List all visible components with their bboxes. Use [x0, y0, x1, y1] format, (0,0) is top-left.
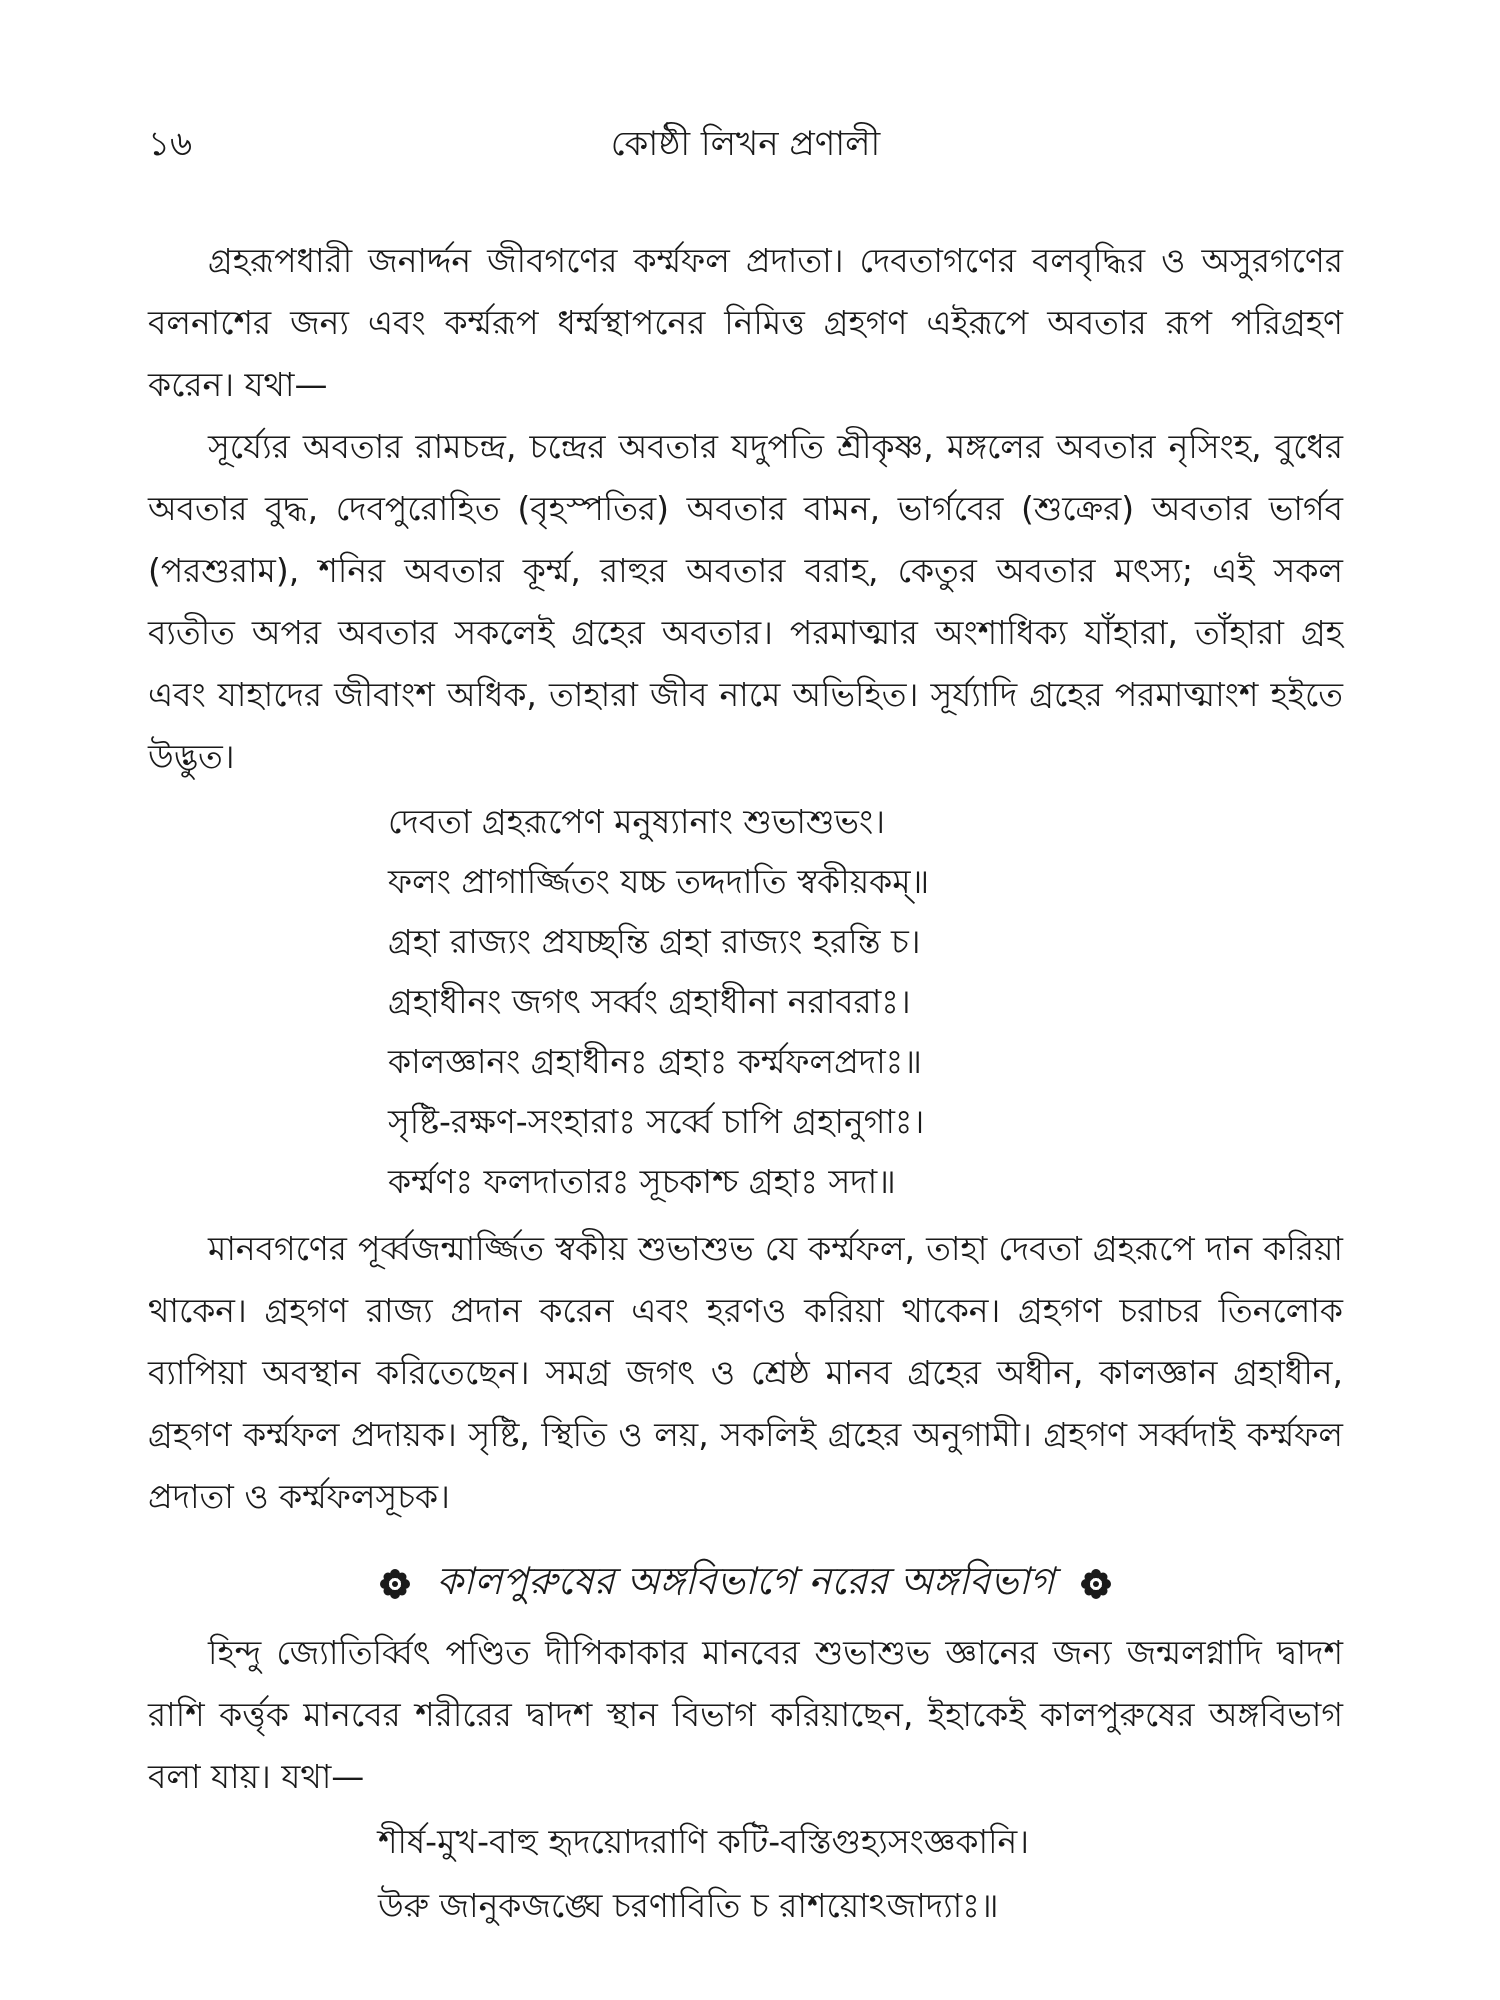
paragraph-2: সূর্য্যের অবতার রামচন্দ্র, চন্দ্রের অবতার যদুপতি শ্রীকৃষ্ণ, মঙ্গলের অবতার নৃসিংহ, বুধের অবতার বুদ্ধ, দেবপুরোহিত (বৃহস্পতির) অবতার বামন, ভার্গবের (শুক্রের) অবতার ভার্গব (পরশুরাম), শনির অবতার কূর্ম্ম, রাহুর অবতার বরাহ, কেতুর অবতার মৎস্য; এই সকল ব্যতীত অপর অবতার সকলেই গ্রহের অবতার। পরমাত্মার অংশাধিক্য যাঁহারা, তাঁহারা গ্রহ এবং যাহাদের জীবাংশ অধিক, তাহারা জীব নামে অভিহিত। সূর্য্যাদি গ্রহের পরমাত্মাংশ হইতে উদ্ভুত।	[148, 427, 1343, 776]
verse-line: গ্রহাধীনং জগৎ সর্ব্বং গ্রহাধীনা নরাবরাঃ।	[388, 982, 911, 1021]
sanskrit-verse-2	[148, 1810, 1343, 1938]
page-number: ১৬	[148, 124, 193, 164]
page-header	[148, 118, 1343, 178]
verse-line: কর্ম্মণঃ ফলদাতারঃ সূচকাশ্চ গ্রহাঃ সদা॥	[388, 1162, 896, 1201]
verse-line: শীর্ষ-মুখ-বাহু হৃদয়োদরাণি কটি-বস্তিগুহ্যসংজ্ঞকানি।	[378, 1822, 1030, 1861]
running-title: কোষ্ঠী লিখন প্রণালী	[610, 124, 881, 164]
paragraph-3: মানবগণের পূর্ব্বজন্মার্জ্জিত স্বকীয় শুভাশুভ যে কর্ম্মফল, তাহা দেবতা গ্রহরূপে দান করিয়া থাকেন। গ্রহগণ রাজ্য প্রদান করেন এবং হরণও করিয়া থাকেন। গ্রহগণ চরাচর তিনলোক ব্যাপিয়া অবস্থান করিতেছেন। সমগ্র জগৎ ও শ্রেষ্ঠ মানব গ্রহের অধীন, কালজ্ঞান গ্রহাধীন, গ্রহগণ কর্ম্মফল প্রদায়ক। সৃষ্টি, স্থিতি ও লয়, সকলিই গ্রহের অনুগামী। গ্রহগণ সর্ব্বদাই কর্ম্মফল প্রদাতা ও কর্ম্মফলসূচক।	[148, 1229, 1343, 1516]
sanskrit-verse-1	[148, 792, 1343, 1212]
verse-line: দেবতা গ্রহরূপেণ মনুষ্যানাং শুভাশুভং।	[388, 802, 885, 841]
verse-line: উরু জানুকজঙ্ঘে চরণাবিতি চ রাশয়োঽজাদ্যাঃ॥	[378, 1886, 999, 1925]
body-text	[148, 230, 1343, 1938]
section-heading-text: কালপুরুষের অঙ্গবিভাগে নরের অঙ্গবিভাগ	[436, 1559, 1055, 1603]
flower-ornament-icon	[1081, 1569, 1111, 1599]
verse-line: সৃষ্টি-রক্ষণ-সংহারাঃ সর্ব্বে চাপি গ্রহানুগাঃ।	[388, 1102, 925, 1141]
paragraph-1: গ্রহরূপধারী জনার্দ্দন জীবগণের কর্ম্মফল প্রদাতা। দেবতাগণের বলবৃদ্ধির ও অসুরগণের বলনাশের জন্য এবং কর্ম্মরূপ ধর্ম্মস্থাপনের নিমিত্ত গ্রহগণ এইরূপে অবতার রূপ পরিগ্রহণ করেন। যথা—	[148, 241, 1343, 404]
book-page	[148, 118, 1343, 1938]
section-heading	[148, 1546, 1343, 1616]
flower-ornament-icon	[380, 1569, 410, 1599]
paragraph-4: হিন্দু জ্যোতির্ব্বিৎ পণ্ডিত দীপিকাকার মানবের শুভাশুভ জ্ঞানের জন্য জন্মলগ্নাদি দ্বাদশ রাশি কর্ত্তৃক মানবের শরীরের দ্বাদশ স্থান বিভাগ করিয়াছেন, ইহাকেই কালপুরুষের অঙ্গবিভাগ বলা যায়। যথা—	[148, 1633, 1343, 1796]
verse-line: গ্রহা রাজ্যং প্রযচ্ছন্তি গ্রহা রাজ্যং হরন্তি চ।	[388, 922, 921, 961]
verse-line: কালজ্ঞানং গ্রহাধীনঃ গ্রহাঃ কর্ম্মফলপ্রদাঃ॥	[388, 1042, 922, 1081]
verse-line: ফলং প্রাগার্জ্জিতং যচ্চ তদ্দদাতি স্বকীয়কম্॥	[388, 862, 930, 901]
